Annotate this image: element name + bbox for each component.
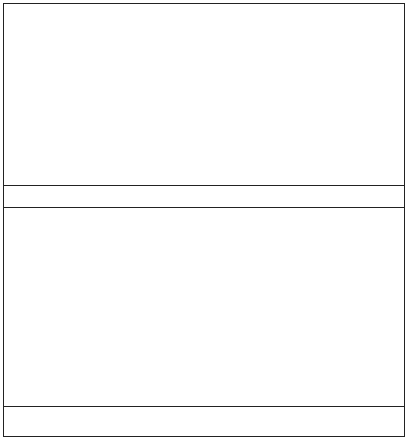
divider [4,406,404,407]
divider [4,185,404,186]
divider [4,207,404,208]
questionnaire-page [3,3,405,437]
